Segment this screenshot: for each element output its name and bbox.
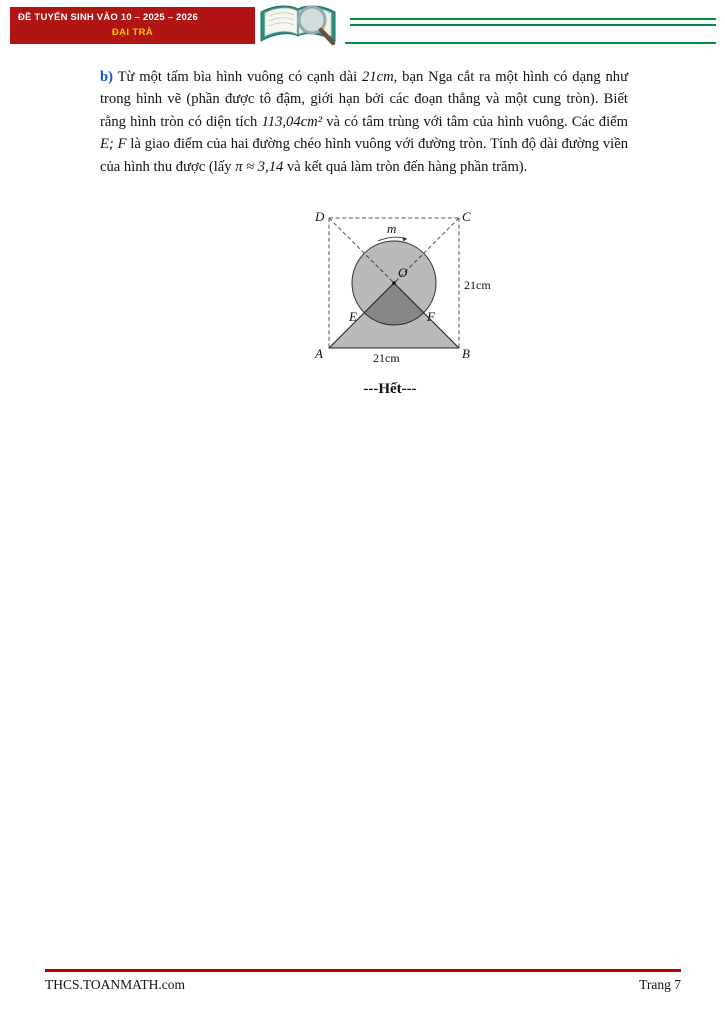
label-f: F	[426, 309, 435, 324]
footer-site: THCS.TOANMATH.com	[45, 977, 186, 992]
problem-segment: là giao điểm của hai đường chéo hình vuông với đường tròn. Tính độ dài đường viền của hình thu được (lấy	[100, 136, 628, 175]
header-rule-top-2	[350, 24, 716, 26]
header-rule-bottom	[345, 42, 716, 44]
exam-title: ĐỀ TUYỂN SINH VÀO 10 – 2025 – 2026	[18, 12, 198, 23]
label-d: D	[314, 209, 324, 224]
header-banner	[10, 7, 255, 44]
problem-segment: , bạn Nga cắt ra một hình có dạng như trong hình vẽ (phần được tô đậm, giới hạn bởi các đoạn thẳng và một cung tròn). Biết rằng hình tròn có diện tích	[100, 69, 628, 130]
footer	[45, 977, 681, 993]
center-point-o	[392, 281, 396, 285]
problem-segment: và kết quả làm tròn đến hàng phần trăm).	[283, 158, 528, 175]
book-magnifier-graphic	[254, 0, 342, 48]
math-circle-area: 113,04cm²	[261, 113, 323, 130]
end-marker: ---Hết---	[363, 381, 417, 397]
label-b: B	[461, 346, 470, 361]
footer-rule	[45, 969, 681, 972]
arc-m-arrowhead	[402, 237, 407, 242]
label-c: C	[461, 209, 471, 224]
part-label: b)	[100, 69, 113, 85]
footer-page-number: Trang 7	[639, 977, 681, 992]
label-o: O	[397, 265, 407, 280]
header-rule-top-1	[350, 18, 716, 20]
geometry-figure	[100, 208, 680, 370]
label-e: E	[348, 309, 357, 324]
figure-svg	[309, 208, 494, 370]
label-m: m	[386, 221, 396, 236]
dimension-right: 21cm	[463, 278, 491, 292]
dimension-bottom: 21cm	[372, 351, 400, 365]
exam-subtitle: ĐẠI TRÀ	[111, 27, 154, 38]
problem-segment: và có tâm trùng với tâm của hình vuông. Các điểm	[322, 113, 628, 130]
math-points-ef: E; F	[100, 136, 127, 153]
problem-segment: Từ một tấm bìa hình vuông có cạnh dài	[112, 69, 363, 85]
math-side-length: 21cm	[362, 69, 394, 85]
math-pi-approx: π ≈ 3,14	[235, 158, 284, 175]
book-magnifier-icon	[254, 0, 342, 48]
label-a: A	[314, 346, 323, 361]
arc-m-arrow	[378, 237, 407, 241]
problem-text	[100, 66, 628, 178]
